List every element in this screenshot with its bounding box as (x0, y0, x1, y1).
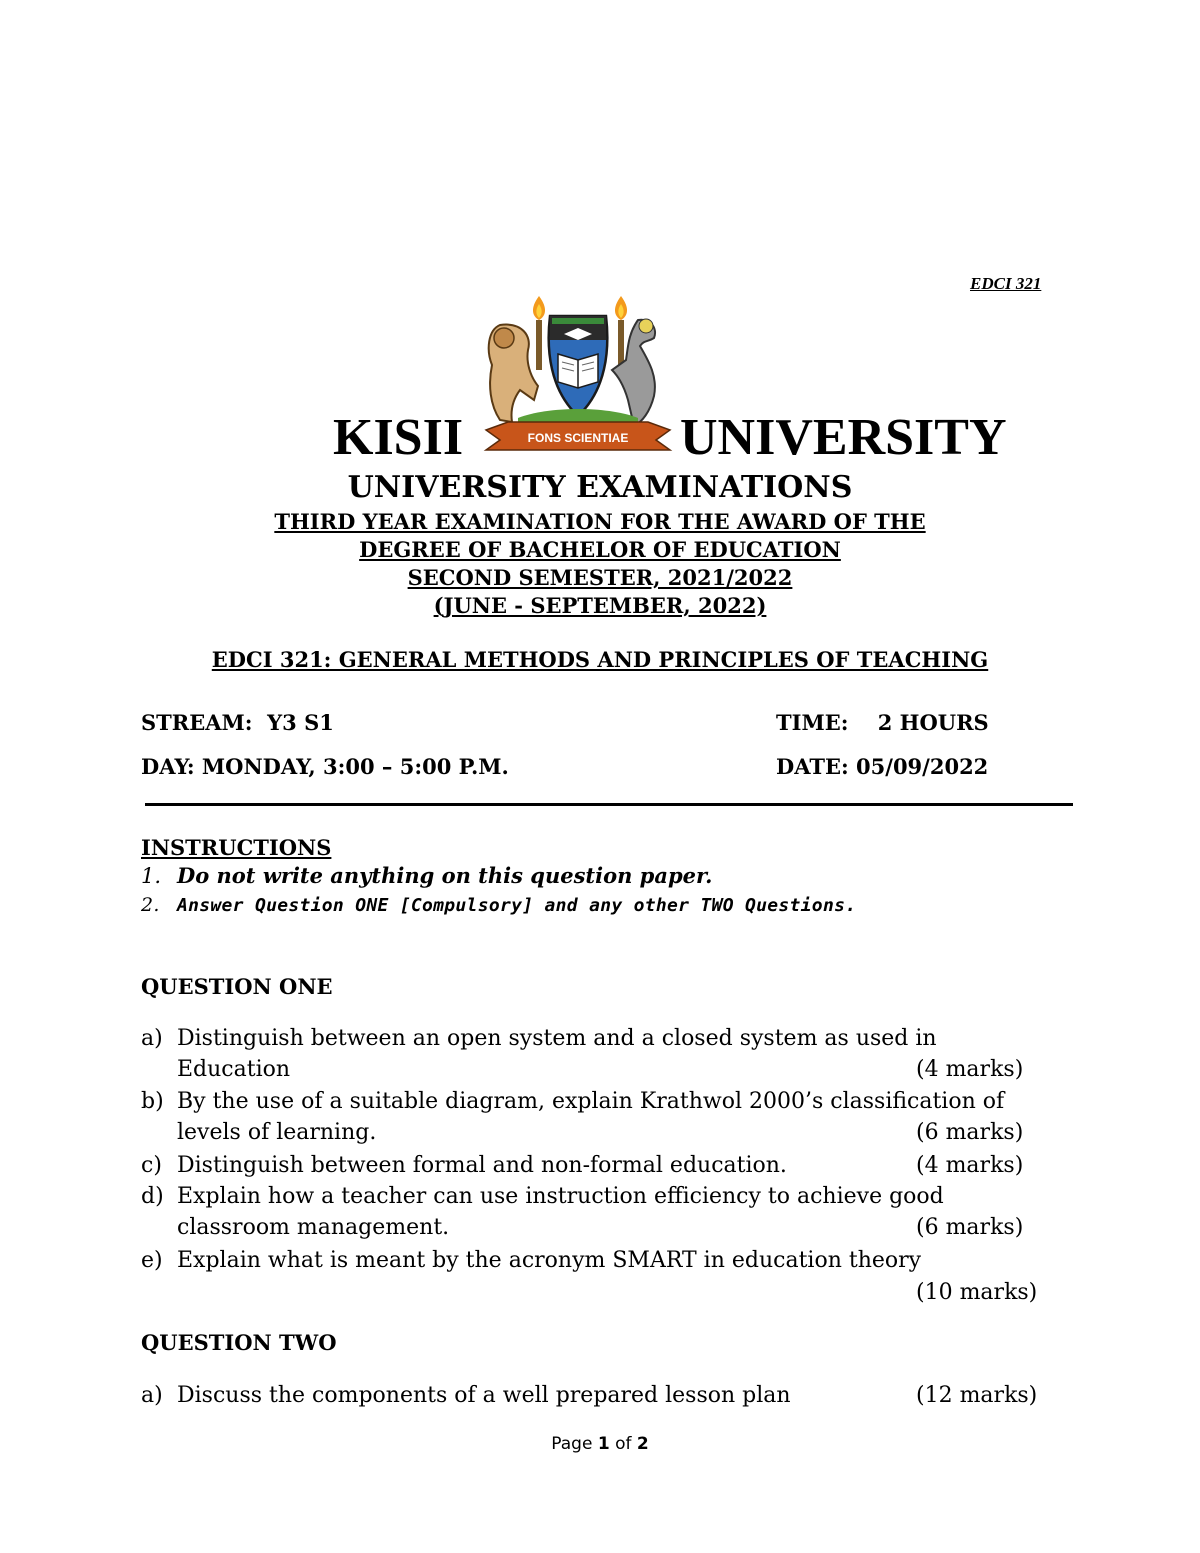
header-divider (145, 803, 1073, 806)
instructions-heading: INSTRUCTIONS (141, 835, 332, 860)
question-marks: (6 marks) (916, 1120, 1024, 1145)
instruction-number: 1. (141, 864, 162, 888)
exam-period-line: (JUNE - SEPTEMBER, 2022) (433, 593, 767, 618)
page-number: 1 (597, 1434, 610, 1454)
exam-description-line-1: THIRD YEAR EXAMINATION FOR THE AWARD OF THE (274, 509, 926, 534)
question-item (141, 1086, 1061, 1148)
question-marks: (12 marks) (916, 1383, 1038, 1408)
page-footer (0, 1432, 1200, 1456)
question-label: a) (141, 1026, 163, 1051)
question-text: Explain what is meant by the acronym SMART in education theory (177, 1248, 922, 1273)
question-label: e) (141, 1248, 163, 1273)
question-label: d) (141, 1184, 164, 1209)
instruction-item (141, 862, 712, 890)
page-total: 2 (636, 1434, 649, 1454)
question-marks: (10 marks) (916, 1280, 1038, 1305)
question-text: Distinguish between an open system and a closed system as used in (177, 1026, 937, 1051)
question-text-continued: Education (177, 1057, 291, 1082)
question-item (141, 1380, 1061, 1411)
university-name-part-1: KISII (333, 409, 464, 466)
question-text-continued: classroom management. (177, 1215, 450, 1240)
day-info: DAY: MONDAY, 3:00 – 5:00 P.M. (141, 754, 509, 779)
page-word: Page (551, 1434, 593, 1454)
exam-description-line-2: DEGREE OF BACHELOR OF EDUCATION (359, 537, 841, 562)
semester-line: SECOND SEMESTER, 2021/2022 (407, 565, 793, 590)
question-marks: (4 marks) (916, 1057, 1024, 1082)
exam-title: UNIVERSITY EXAMINATIONS (347, 470, 853, 505)
course-title: EDCI 321: GENERAL METHODS AND PRINCIPLES OF TEACHING (211, 647, 989, 672)
date-info: DATE: 05/09/2022 (776, 754, 989, 779)
question-text: Explain how a teacher can use instruction efficiency to achieve good (177, 1184, 944, 1209)
instruction-text: Answer Question ONE [Compulsory] and any other TWO Questions. (177, 895, 857, 916)
question-label: c) (141, 1153, 162, 1178)
time-info: TIME: 2 HOURS (776, 710, 989, 735)
course-code-top: EDCI 321 (970, 274, 1042, 293)
university-crest-logo (478, 290, 678, 455)
question-text-continued: levels of learning. (177, 1120, 377, 1145)
instruction-text: Do not write anything on this question paper. (177, 863, 713, 888)
of-word: of (615, 1434, 632, 1454)
question-text: Distinguish between formal and non-formal education. (177, 1153, 787, 1178)
crest-motto: FONS SCIENTIAE (527, 431, 629, 445)
question-text: Discuss the components of a well prepared lesson plan (177, 1383, 791, 1408)
instruction-item (141, 892, 856, 919)
question-marks: (6 marks) (916, 1215, 1024, 1240)
university-name-part-2: UNIVERSITY (680, 409, 1007, 466)
question-item (141, 1181, 1061, 1243)
question-item (141, 1150, 1061, 1181)
question-two-heading: QUESTION TWO (141, 1330, 337, 1355)
question-item (141, 1023, 1061, 1085)
question-label: a) (141, 1383, 163, 1408)
instruction-number: 2. (141, 894, 160, 916)
question-label: b) (141, 1089, 164, 1114)
question-item (141, 1245, 1061, 1307)
question-text: By the use of a suitable diagram, explain Krathwol 2000’s classification of (177, 1089, 1005, 1114)
stream-info: STREAM: Y3 S1 (141, 710, 334, 735)
question-marks: (4 marks) (916, 1153, 1024, 1178)
question-one-heading: QUESTION ONE (141, 974, 333, 999)
